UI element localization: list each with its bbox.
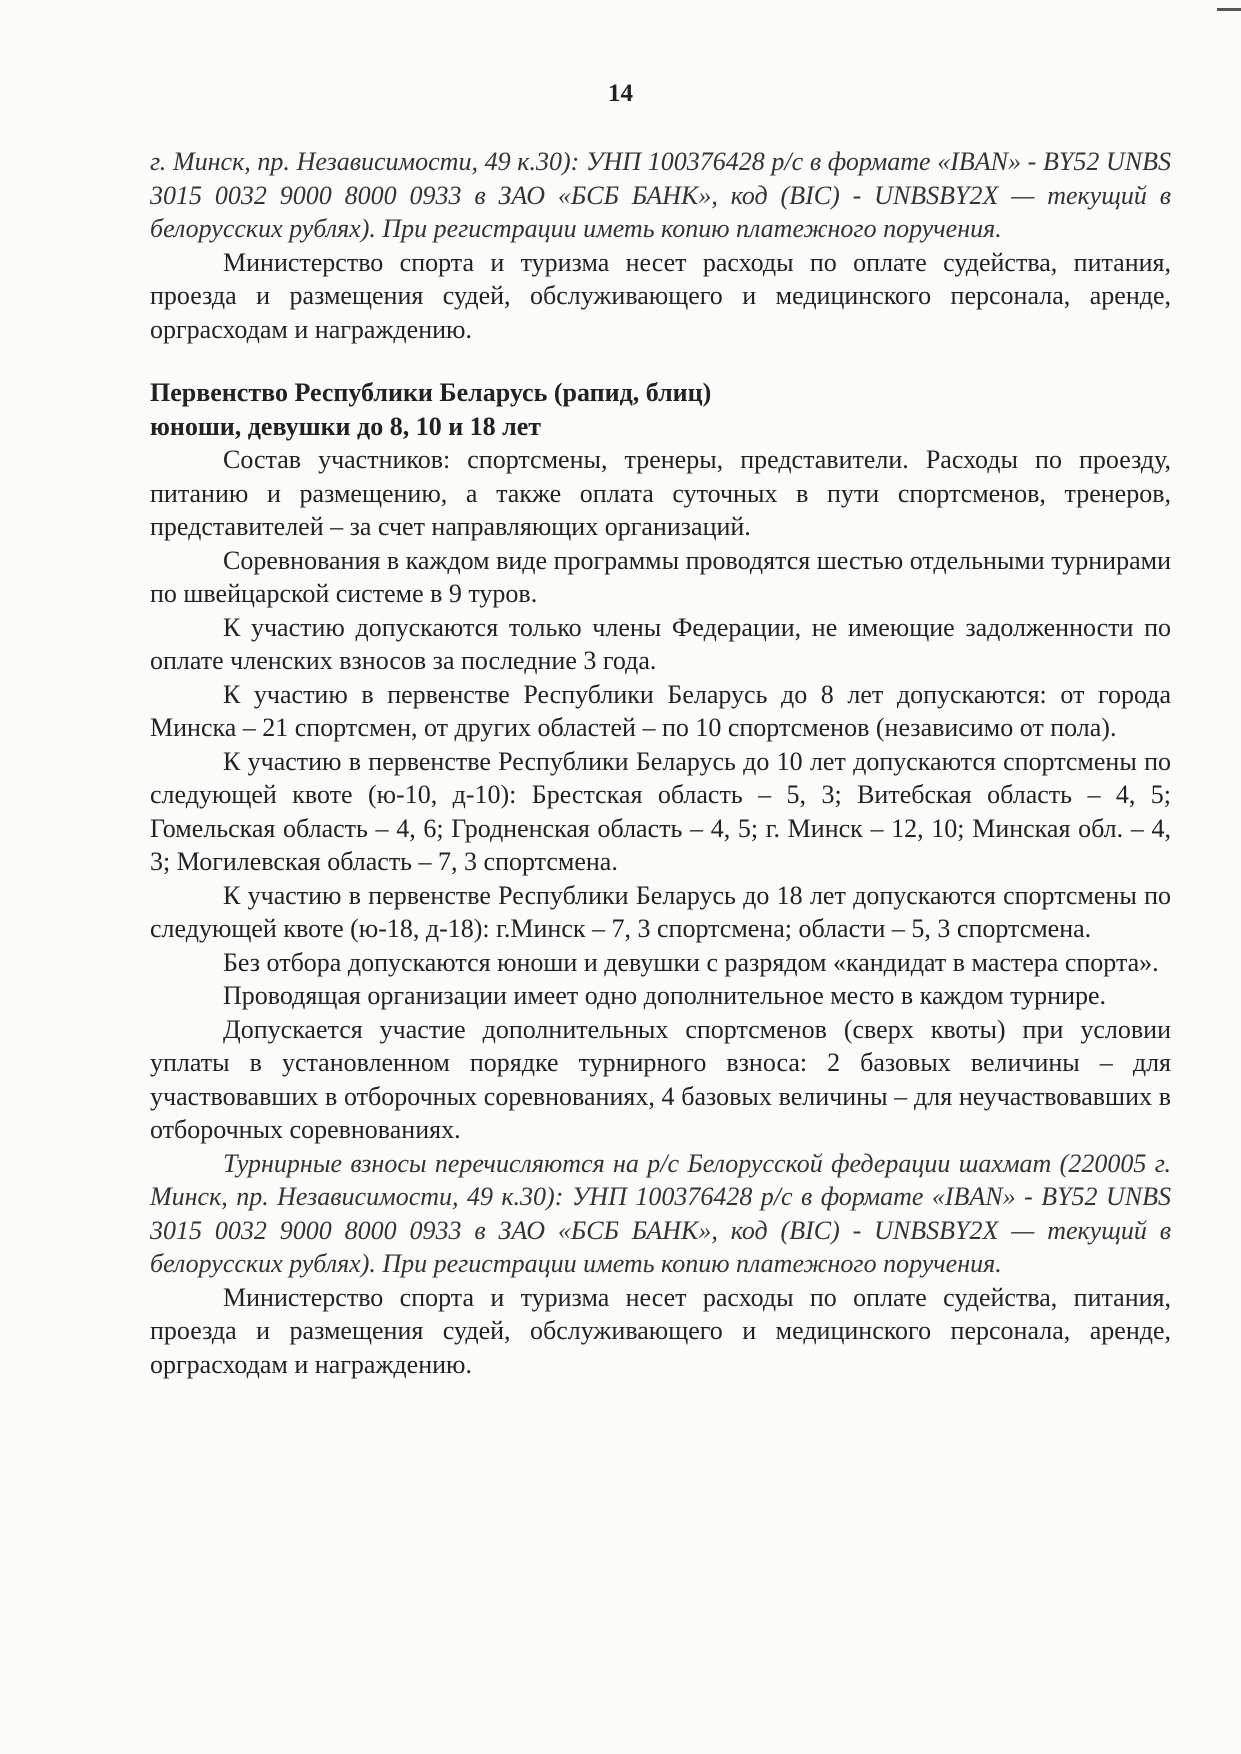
page-edge-mark	[1217, 8, 1241, 11]
eligibility-paragraph: К участию допускаются только члены Федерации, не имеющие задолженности по оплате членских взносов за последние 3 года.	[150, 612, 1171, 675]
ministry-expenses-paragraph: Министерство спорта и туризма несет расходы по оплате судейства, питания, проезда и размещения судей, обслуживающего и медицинского персонала, аренде, орграсходам и награждению.	[150, 247, 1171, 344]
no-selection-paragraph: Без отбора допускаются юноши и девушки с разрядом «кандидат в мастера спорта».	[223, 947, 1159, 977]
page-number: 14	[608, 80, 633, 107]
section-heading-line-2: юноши, девушки до 8, 10 и 18 лет	[150, 411, 542, 441]
payment-details-continued: г. Минск, пр. Независимости, 49 к.30): УНП 100376428 р/с в формате «IBAN» - BY52 UNBS 3015 0032 9000 8000 0933 в ЗАО «БСБ БАНК», код (BIC) - UNBSBY2X — текущий в белорусских рублях). При регистрации иметь копию платежного поручения.	[150, 147, 1171, 243]
tournament-fee-paragraph: Турнирные взносы перечисляются на р/с Белорусской федерации шахмат (220005 г. Минск, пр. Независимости, 49 к.30): УНП 100376428 р/с в формате «IBAN» - BY52 UNBS 3015 0032 9000 8000 0933 в ЗАО «БСБ БАНК», код (BIC) - UNBSBY2X — текущий в белорусских рублях). При регистрации иметь копию платежного поручения.	[150, 1148, 1171, 1278]
closing-expenses-paragraph: Министерство спорта и туризма несет расходы по оплате судейства, питания, проезда и размещения судей, обслуживающего и медицинского персонала, аренде, орграсходам и награждению.	[150, 1282, 1171, 1379]
quota-u8-paragraph: К участию в первенстве Республики Беларусь до 8 лет допускаются: от города Минска – 21 спортсмен, от других областей – по 10 спортсменов (независимо от пола).	[150, 679, 1171, 742]
section-heading	[150, 376, 1171, 443]
quota-u10-paragraph: К участию в первенстве Республики Беларусь до 10 лет допускаются спортсмены по следующей квоте (ю-10, д-10): Брестская область – 5, 3; Витебская область – 4, 5; Гомельская область – 4, 6; Гродненская область – 4, 5; г. Минск – 12, 10; Минская обл. – 4, 3; Могилевская область – 7, 3 спортсмена.	[150, 746, 1171, 876]
section-heading-line-1: Первенство Республики Беларусь (рапид, блиц)	[150, 378, 712, 407]
format-paragraph: Соревнования в каждом виде программы проводятся шестью отдельными турнирами по швейцарской системе в 9 туров.	[150, 545, 1171, 608]
additional-players-paragraph: Допускается участие дополнительных спортсменов (сверх квоты) при условии уплаты в установленном порядке турнирного взноса: 2 базовых величины – для участвовавших в отборочных соревнованиях, 4 базовых величины – для неучаствовавших в отборочных соревнованиях.	[150, 1014, 1171, 1144]
document-body	[150, 145, 1171, 1381]
host-place-paragraph: Проводящая организации имеет одно дополнительное место в каждом турнире.	[223, 981, 1107, 1010]
participants-paragraph: Состав участников: спортсмены, тренеры, представители. Расходы по проезду, питанию и размещению, а также оплата суточных в пути спортсменов, тренеров, представителей – за счет направляющих организаций.	[150, 445, 1171, 541]
quota-u18-paragraph: К участию в первенстве Республики Беларусь до 18 лет допускаются спортсмены по следующей квоте (ю-18, д-18): г.Минск – 7, 3 спортсмена; области – 5, 3 спортсмена.	[150, 880, 1171, 943]
